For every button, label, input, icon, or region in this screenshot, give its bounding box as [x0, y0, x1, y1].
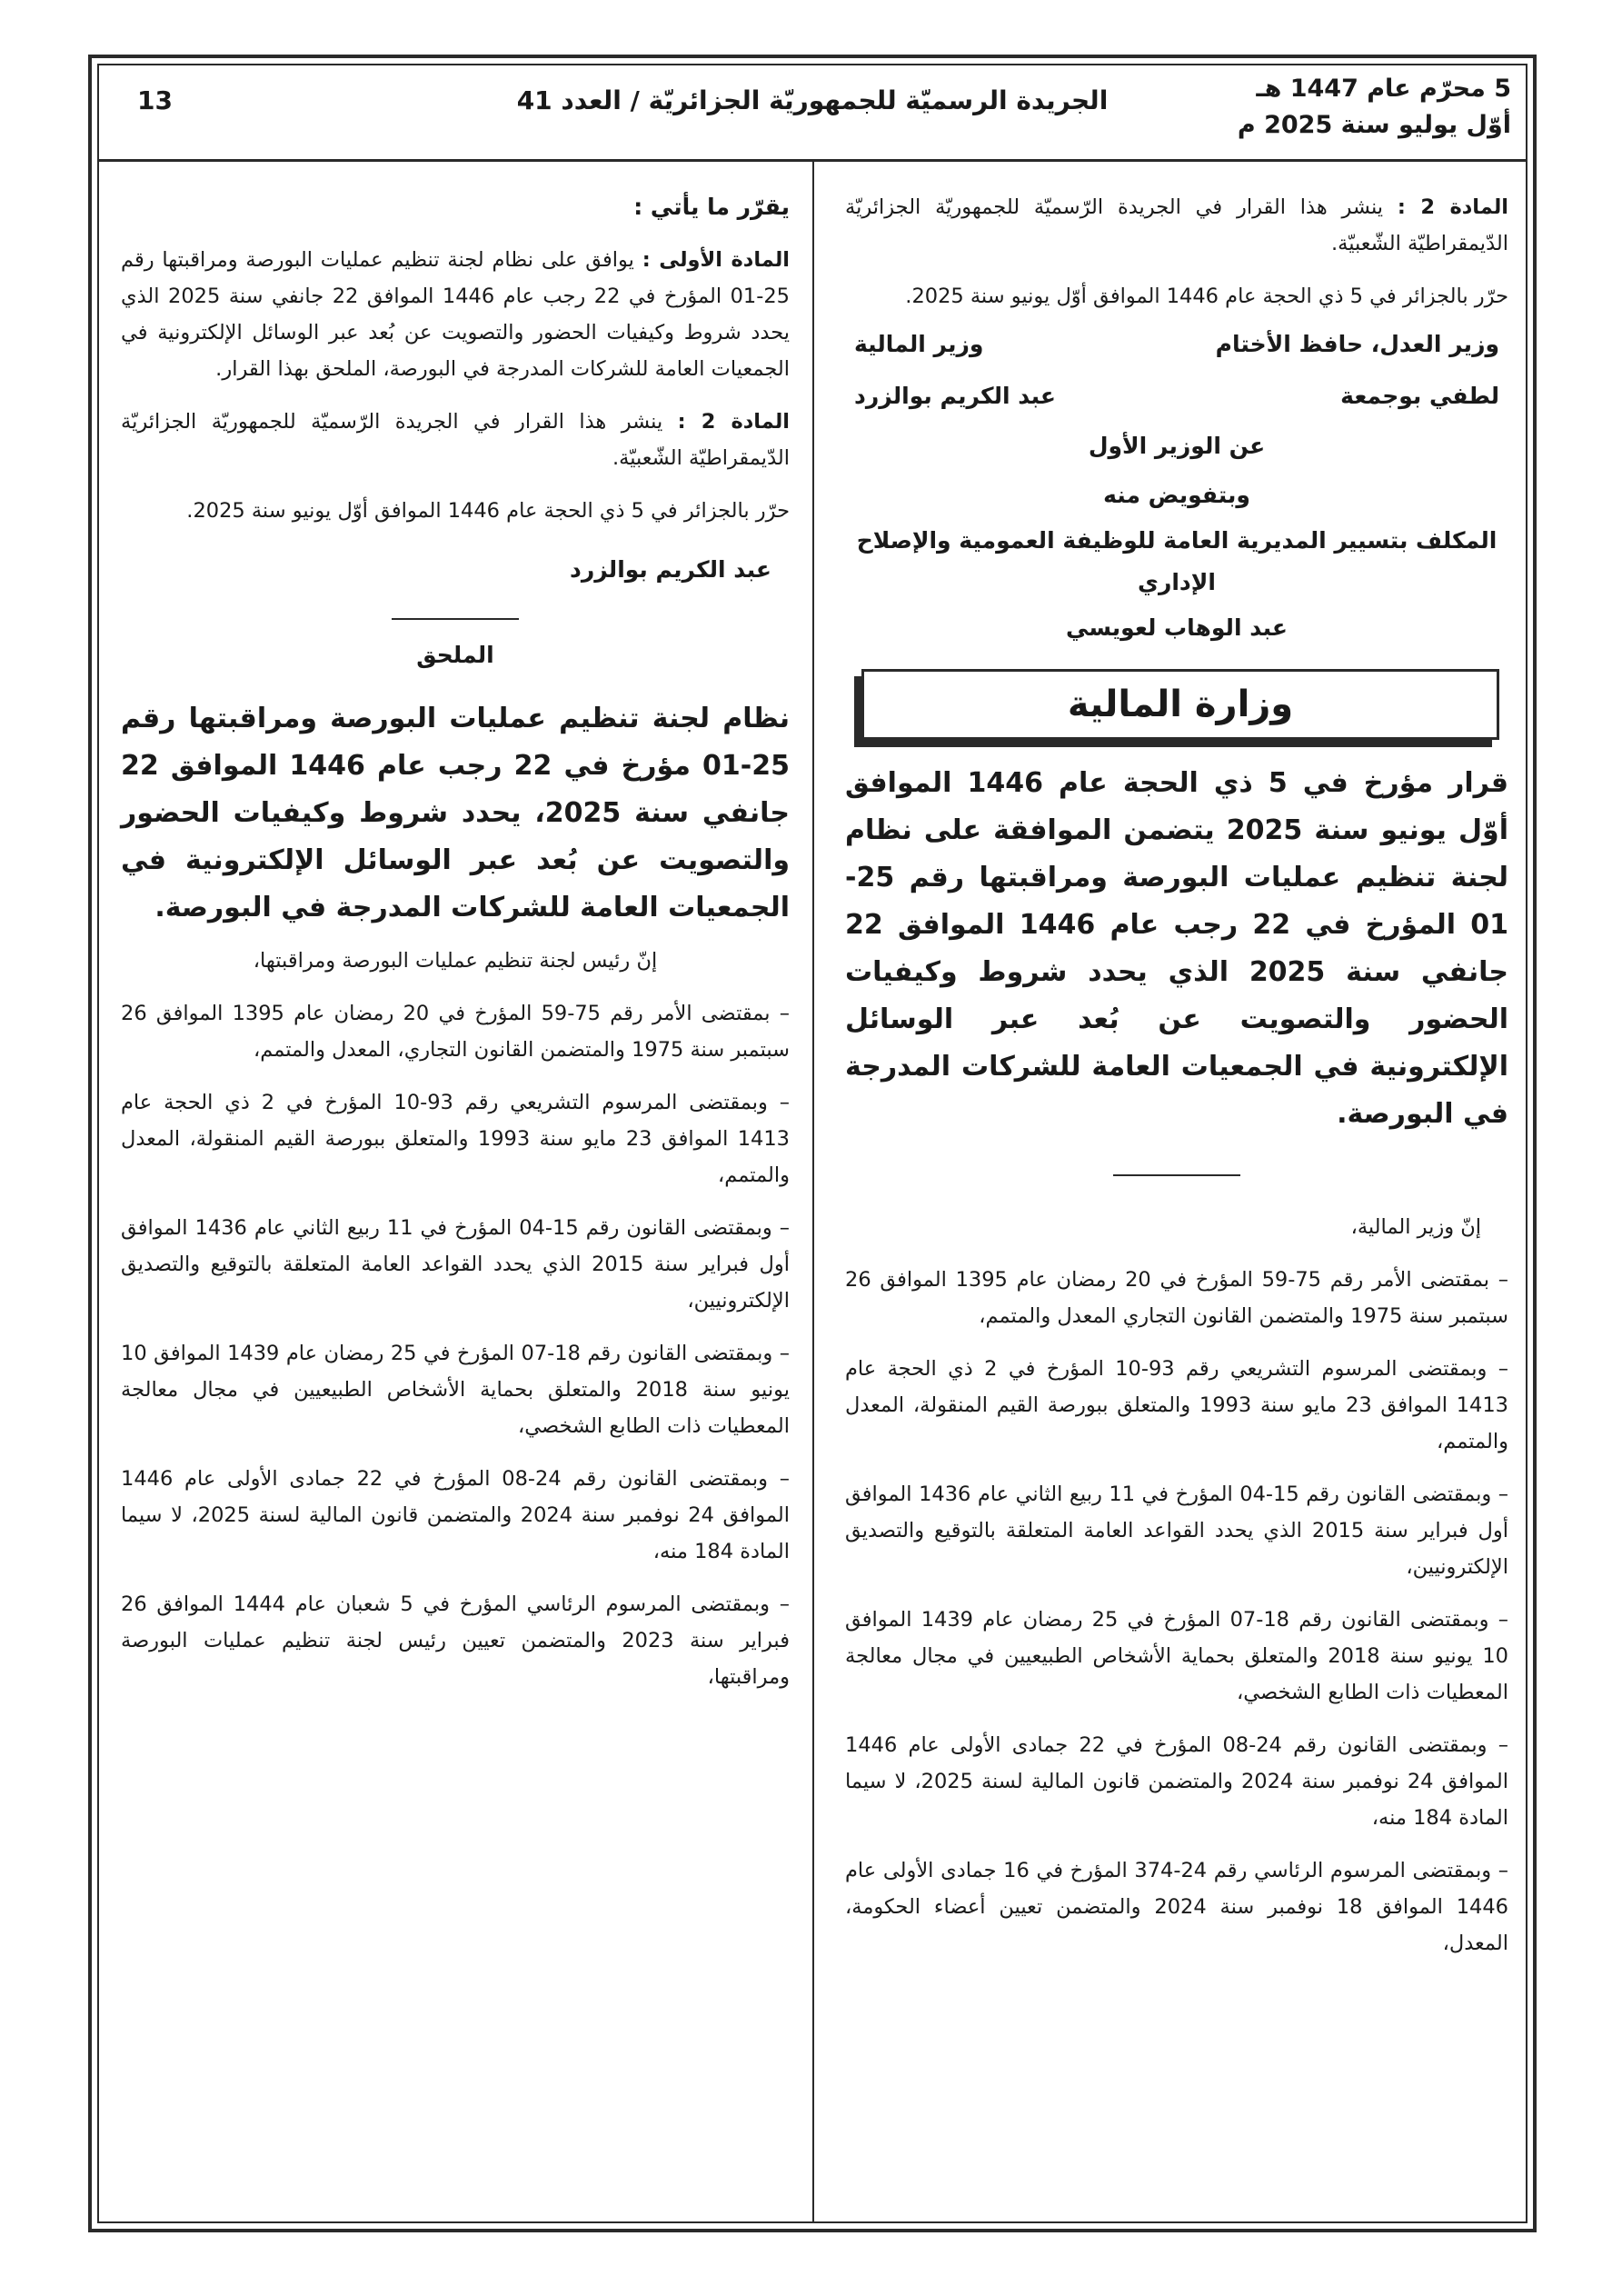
left-visa-2: – وبمقتضى المرسوم التشريعي رقم 93-10 المؤرخ في 2 ذي الحجة عام 1413 الموافق 23 مايو سنة 1993 والمتعلق ببورصة القيم المنقولة، المعدل والمتمم،	[121, 1091, 790, 1187]
article-2-paragraph	[845, 189, 1508, 262]
article-1-paragraph	[121, 242, 790, 387]
right-column	[845, 189, 1508, 1978]
left-intro: إنّ رئيس لجنة تنظيم عمليات البورصة ومراقبتها،	[253, 949, 658, 973]
article-1-text: يوافق على نظام لجنة تنظيم عمليات البورصة ومراقبتها رقم 25-01 المؤرخ في 22 رجب عام 1446 الموافق 22 جانفي سنة 2025 الذي يحدد شروط وكيفيات الحضور والتصويت عن بُعد عبر الوسائل الإلكترونية في الجمعيات العامة للشركات المدرجة في البورصة، الملحق بهذا القرار.	[121, 248, 790, 381]
left-visa-6: – وبمقتضى المرسوم الرئاسي المؤرخ في 5 شعبان عام 1444 الموافق 26 فبراير سنة 2023 والمتضمن تعيين رئيس لجنة تنظيم عمليات البورصة ومراقبتها،	[121, 1592, 790, 1689]
done-at-paragraph: حرّر بالجزائر في 5 ذي الحجة عام 1446 الموافق أوّل يونيو سنة 2025.	[905, 285, 1508, 308]
visa-5: – وبمقتضى القانون رقم 24-08 المؤرخ في 22 جمادى الأولى عام 1446 الموافق 24 نوفمبر سنة 2024 والمتضمن قانون المالية لسنة 2025، لا سيما المادة 184 منه،	[845, 1733, 1509, 1830]
visa-6: – وبمقتضى المرسوم الرئاسي رقم 24-374 المؤرخ في 16 جمادى الأولى عام 1446 الموافق 18 نوفمبر سنة 2024 والمتضمن تعيين أعضاء الحكومة، المعدل،	[845, 1859, 1509, 1955]
sig-finance-title: وزير المالية	[854, 331, 984, 357]
gazette-title: الجريدة الرسميّة للجمهوريّة الجزائريّة / العدد 41	[516, 85, 1109, 115]
article-2-text: ينشر هذا القرار في الجريدة الرّسميّة للجمهوريّة الجزائريّة الدّيمقراطيّة الشّعبيّة.	[845, 195, 1508, 255]
decree-title: قرار مؤرخ في 5 ذي الحجة عام 1446 الموافق أوّل يونيو سنة 2025 يتضمن الموافقة على نظام لجنة تنظيم عمليات البورصة ومراقبتها رقم 25-01 المؤرخ في 22 رجب عام 1446 الموافق 22 جانفي سنة 2025 الذي يحدد شروط وكيفيات الحضور والتصويت عن بُعد عبر الوسائل الإلكترونية في الجمعيات العامة للشركات المدرجة في البورصة.	[845, 767, 1508, 1130]
pm-line-2: وبتفويض منه	[1103, 482, 1250, 508]
page-number: 13	[137, 85, 173, 115]
gregorian-date: أوّل يوليو سنة 2025 م	[1237, 111, 1511, 139]
left-signature-name: عبد الكريم بوالزرد	[570, 556, 771, 583]
left-visa-3: – وبمقتضى القانون رقم 15-04 المؤرخ في 11 ربيع الثاني عام 1436 الموافق أول فبراير سنة 2015 الذي يحدد القواعد العامة المتعلقة بالتوقيع والتصديق الإلكترونيين،	[121, 1216, 791, 1313]
decides-line: يقرّر ما يأتي :	[633, 194, 790, 220]
article-2-label: المادة 2 :	[1397, 195, 1509, 219]
regulation-title: نظام لجنة تنظيم عمليات البورصة ومراقبتها رقم 25-01 مؤرخ في 22 رجب عام 1446 الموافق 22 جانفي سنة 2025، يحدد شروط وكيفيات الحضور والتصويت عن بُعد عبر الوسائل الإلكترونية في الجمعيات العامة للشركات المدرجة في البورصة.	[121, 703, 790, 923]
pm-line-1: عن الوزير الأول	[1088, 433, 1266, 459]
annex-title: الملحق	[416, 642, 494, 668]
visa-1: – بمقتضى الأمر رقم 75-59 المؤرخ في 20 رمضان عام 1395 الموافق 26 سبتمبر سنة 1975 والمتضمن القانون التجاري المعدل والمتمم،	[845, 1268, 1508, 1328]
left-visa-1: – بمقتضى الأمر رقم 75-59 المؤرخ في 20 رمضان عام 1395 الموافق 26 سبتمبر سنة 1975 والمتضمن القانون التجاري، المعدل والمتمم،	[121, 1002, 790, 1062]
intro-paragraph: إنّ وزير المالية،	[1350, 1215, 1481, 1239]
article-1-label: المادة الأولى :	[642, 248, 791, 272]
left-visa-4: – وبمقتضى القانون رقم 18-07 المؤرخ في 25 رمضان عام 1439 الموافق 10 يونيو سنة 2018 والمتعلق بحماية الأشخاص الطبيعيين في مجال معالجة المعطيات ذات الطابع الشخصي،	[121, 1342, 791, 1438]
pm-line-3: المكلف بتسيير المديرية العامة للوظيفة العمومية والإصلاح الإداري	[856, 527, 1498, 595]
sig-justice-name: لطفي بوجمعة	[1340, 383, 1499, 409]
left-column	[121, 189, 790, 1712]
column-divider	[812, 162, 814, 2223]
pm-name: عبد الوهاب لعويسي	[1066, 614, 1288, 641]
done-at-left: حرّر بالجزائر في 5 ذي الحجة عام 1446 الموافق أوّل يونيو سنة 2025.	[186, 499, 790, 523]
sig-justice-title: وزير العدل، حافظ الأختام	[1215, 331, 1499, 357]
visa-2: – وبمقتضى المرسوم التشريعي رقم 93-10 المؤرخ في 2 ذي الحجة عام 1413 الموافق 23 مايو سنة 1993 والمتعلق ببورصة القيم المنقولة، المعدل والمتمم،	[845, 1357, 1508, 1453]
hijri-date: 5 محرّم عام 1447 هـ	[1256, 75, 1511, 103]
page-header	[97, 64, 1527, 162]
signature-names	[854, 383, 1499, 409]
section-rule	[1113, 1174, 1240, 1176]
left-visa-5: – وبمقتضى القانون رقم 24-08 المؤرخ في 22 جمادى الأولى عام 1446 الموافق 24 نوفمبر سنة 2024 والمتضمن قانون المالية لسنة 2025، لا سيما المادة 184 منه،	[121, 1467, 791, 1563]
sig-finance-name: عبد الكريم بوالزرد	[854, 383, 1056, 409]
visa-3: – وبمقتضى القانون رقم 15-04 المؤرخ في 11 ربيع الثاني عام 1436 الموافق أول فبراير سنة 2015 الذي يحدد القواعد العامة المتعلقة بالتوقيع والتصديق الإلكترونيين،	[845, 1482, 1509, 1579]
article-2-label-left: المادة 2 :	[677, 410, 790, 434]
left-section-rule	[392, 618, 519, 620]
signature-titles	[854, 331, 1499, 357]
article-2-paragraph-left	[121, 404, 790, 476]
ministry-heading: وزارة المالية	[861, 669, 1499, 740]
visa-4: – وبمقتضى القانون رقم 18-07 المؤرخ في 25 رمضان عام 1439 الموافق 10 يونيو سنة 2018 والمتعلق بحماية الأشخاص الطبيعيين في مجال معالجة المعطيات ذات الطابع الشخصي،	[845, 1608, 1509, 1704]
article-2-text-left: ينشر هذا القرار في الجريدة الرّسميّة للجمهوريّة الجزائريّة الدّيمقراطيّة الشّعبيّة.	[121, 410, 790, 470]
